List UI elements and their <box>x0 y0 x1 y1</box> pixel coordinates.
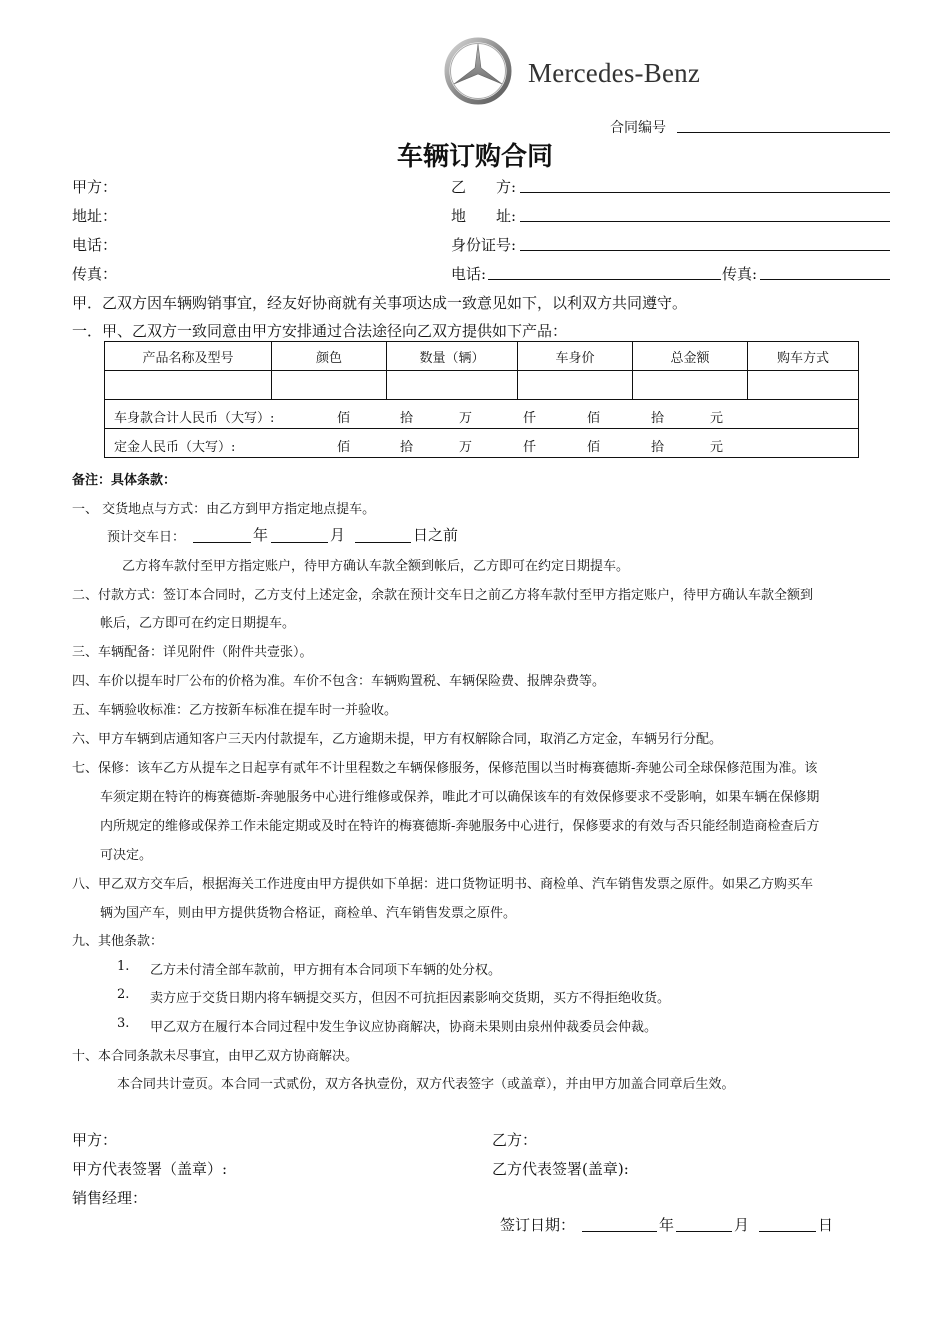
party-b-fax-field[interactable] <box>760 279 890 280</box>
sign-day-field[interactable] <box>759 1231 816 1232</box>
delivery-day-label: 日之前 <box>413 526 459 544</box>
sign-month-field[interactable] <box>676 1231 732 1232</box>
term-2-line-1: 二、付款方式：签订本合同时，乙方支付上述定金，余款在预计交车日之前乙方将车款付至甲方指定账户，待甲方确认车款全额到 <box>72 588 814 603</box>
unit-shi: 拾 <box>651 440 665 455</box>
unit-wan: 万 <box>459 411 473 426</box>
unit-bai: 佰 <box>337 440 351 455</box>
unit-qian: 仟 <box>523 440 537 455</box>
col-header-product: 产品名称及型号 <box>105 342 272 371</box>
unit-bai: 佰 <box>337 411 351 426</box>
sign-party-a-label: 甲方： <box>72 1131 118 1149</box>
party-b-id-label: 身份证号: <box>451 236 517 254</box>
term-9-2-number: 2. <box>117 987 130 1002</box>
party-b-field[interactable] <box>520 192 890 193</box>
term-7-line-1: 七、保修：该车乙方从提车之日起享有贰年不计里程数之车辆保修服务，保修范围以当时梅赛德斯-奔驰公司全球保修范围为准。该 <box>72 761 818 776</box>
deposit-label: 定金人民币（大写）: <box>114 440 236 455</box>
sales-manager-label: 销售经理： <box>72 1189 148 1207</box>
party-a-label: 甲方： <box>72 178 118 196</box>
delivery-day-field[interactable] <box>355 542 411 543</box>
unit-bai: 佰 <box>587 440 601 455</box>
term-7-line-4: 可决定。 <box>100 848 153 863</box>
term-9-2: 卖方应于交货日期内将车辆提交买方，但因不可抗拒因素影响交货期，买方不得拒绝收货。 <box>150 991 671 1006</box>
clause-one: 一．甲、乙双方一致同意由甲方安排通过合法途径向乙双方提供如下产品： <box>72 322 568 340</box>
term-7-line-3: 内所规定的维修或保养工作未能定期或及时在特许的梅赛德斯-奔驰服务中心进行，保修要求的有效与否只能经制造商检查后方 <box>100 819 820 834</box>
party-b-address-label: 地 址: <box>451 207 517 225</box>
deposit-row[interactable] <box>104 429 859 458</box>
party-b-phone-label: 电话: <box>451 265 487 283</box>
party-b-id-field[interactable] <box>520 250 890 251</box>
party-b-address-field[interactable] <box>520 221 890 222</box>
term-4: 四、车价以提车时厂公布的价格为准。车价不包含：车辆购置税、车辆保险费、报牌杂费等。 <box>72 674 606 689</box>
purchase-method-cell[interactable] <box>748 371 859 400</box>
total-cell[interactable] <box>633 371 748 400</box>
term-1-date-label: 预计交车日： <box>107 530 186 545</box>
col-header-body-price: 车身价 <box>518 342 633 371</box>
sign-month-label: 月 <box>734 1216 750 1234</box>
col-header-total: 总金额 <box>633 342 748 371</box>
intro-text: 甲．乙双方因车辆购销事宜，经友好协商就有关事项达成一致意见如下，以利双方共同遵守。 <box>72 294 688 312</box>
term-1: 一、 交货地点与方式：由乙方到甲方指定地点提车。 <box>72 502 376 517</box>
unit-yuan: 元 <box>710 411 724 426</box>
unit-yuan: 元 <box>710 440 724 455</box>
term-3: 三、车辆配备：详见附件（附件共壹张）。 <box>72 645 313 660</box>
term-9-1: 乙方未付清全部车款前，甲方拥有本合同项下车辆的处分权。 <box>150 963 502 978</box>
unit-shi: 拾 <box>400 411 414 426</box>
total-amount-label: 车身款合计人民币（大写）: <box>114 411 275 426</box>
product-table <box>104 341 859 400</box>
page-title: 车辆订购合同 <box>397 142 554 172</box>
unit-qian: 仟 <box>523 411 537 426</box>
party-a-fax-label: 传真： <box>72 265 118 283</box>
party-b-label: 乙 方: <box>451 178 517 196</box>
sign-year-field[interactable] <box>582 1231 657 1232</box>
body-price-cell[interactable] <box>518 371 633 400</box>
term-9: 九、其他条款： <box>72 934 164 949</box>
col-header-quantity: 数量（辆） <box>387 342 518 371</box>
term-8-line-2: 辆为国产车，则由甲方提供货物合格证，商检单、汽车销售发票之原件。 <box>100 906 517 921</box>
term-10: 十、本合同条款未尽事宜，由甲乙双方协商解决。 <box>72 1049 359 1064</box>
delivery-year-label: 年 <box>253 526 269 544</box>
term-7-line-2: 车须定期在特许的梅赛德斯-奔驰服务中心进行维修或保养，唯此才可以确保该车的有效保修要求不受影响，如果车辆在保修期 <box>100 790 820 805</box>
col-header-color: 颜色 <box>272 342 387 371</box>
party-b-fax-label: 传真: <box>722 265 758 283</box>
party-a-address-label: 地址： <box>72 207 118 225</box>
term-2-line-2: 帐后，乙方即可在约定日期提车。 <box>100 616 296 631</box>
color-cell[interactable] <box>272 371 387 400</box>
total-amount-row[interactable] <box>104 400 859 429</box>
quantity-cell[interactable] <box>387 371 518 400</box>
product-cell[interactable] <box>105 371 272 400</box>
party-a-phone-label: 电话： <box>72 236 118 254</box>
term-9-3-number: 3. <box>117 1016 130 1031</box>
col-header-purchase-method: 购车方式 <box>748 342 859 371</box>
term-9-1-number: 1. <box>117 959 130 974</box>
contract-no-label: 合同编号 <box>610 120 666 136</box>
party-b-phone-field[interactable] <box>488 279 721 280</box>
sign-party-b-label: 乙方： <box>492 1131 538 1149</box>
sign-year-label: 年 <box>659 1216 675 1234</box>
sign-party-b-rep: 乙方代表签署(盖章): <box>492 1160 629 1178</box>
unit-shi: 拾 <box>651 411 665 426</box>
term-1-sub: 乙方将车款付至甲方指定账户，待甲方确认车款全额到帐后，乙方即可在约定日期提车。 <box>122 559 630 574</box>
sign-date-label: 签订日期： <box>500 1216 576 1234</box>
term-6: 六、甲方车辆到店通知客户三天内付款提车，乙方逾期未提，甲方有权解除合同，取消乙方定金，车辆另行分配。 <box>72 732 723 747</box>
brand-name: Mercedes-Benz <box>528 58 701 88</box>
delivery-year-field[interactable] <box>193 542 251 543</box>
term-8-line-1: 八、甲乙双方交车后，根据海关工作进度由甲方提供如下单据：进口货物证明书、商检单、汽车销售发票之原件。如果乙方购买车 <box>72 877 814 892</box>
delivery-month-field[interactable] <box>271 542 328 543</box>
term-10-sub: 本合同共计壹页。本合同一式贰份，双方各执壹份，双方代表签字（或盖章），并由甲方加盖合同章后生效。 <box>117 1077 735 1092</box>
unit-shi: 拾 <box>400 440 414 455</box>
contract-no-field[interactable] <box>677 132 890 133</box>
sign-day-label: 日 <box>818 1216 834 1234</box>
term-9-3: 甲乙双方在履行本合同过程中发生争议应协商解决，协商未果则由泉州仲裁委员会仲裁。 <box>150 1020 658 1035</box>
delivery-month-label: 月 <box>330 526 346 544</box>
term-5: 五、车辆验收标准：乙方按新车标准在提车时一并验收。 <box>72 703 398 718</box>
unit-bai: 佰 <box>587 411 601 426</box>
unit-wan: 万 <box>459 440 473 455</box>
sign-party-a-rep: 甲方代表签署（盖章）: <box>72 1160 228 1178</box>
notes-title: 备注：具体条款： <box>72 473 177 488</box>
mercedes-star-logo-icon <box>444 37 512 105</box>
